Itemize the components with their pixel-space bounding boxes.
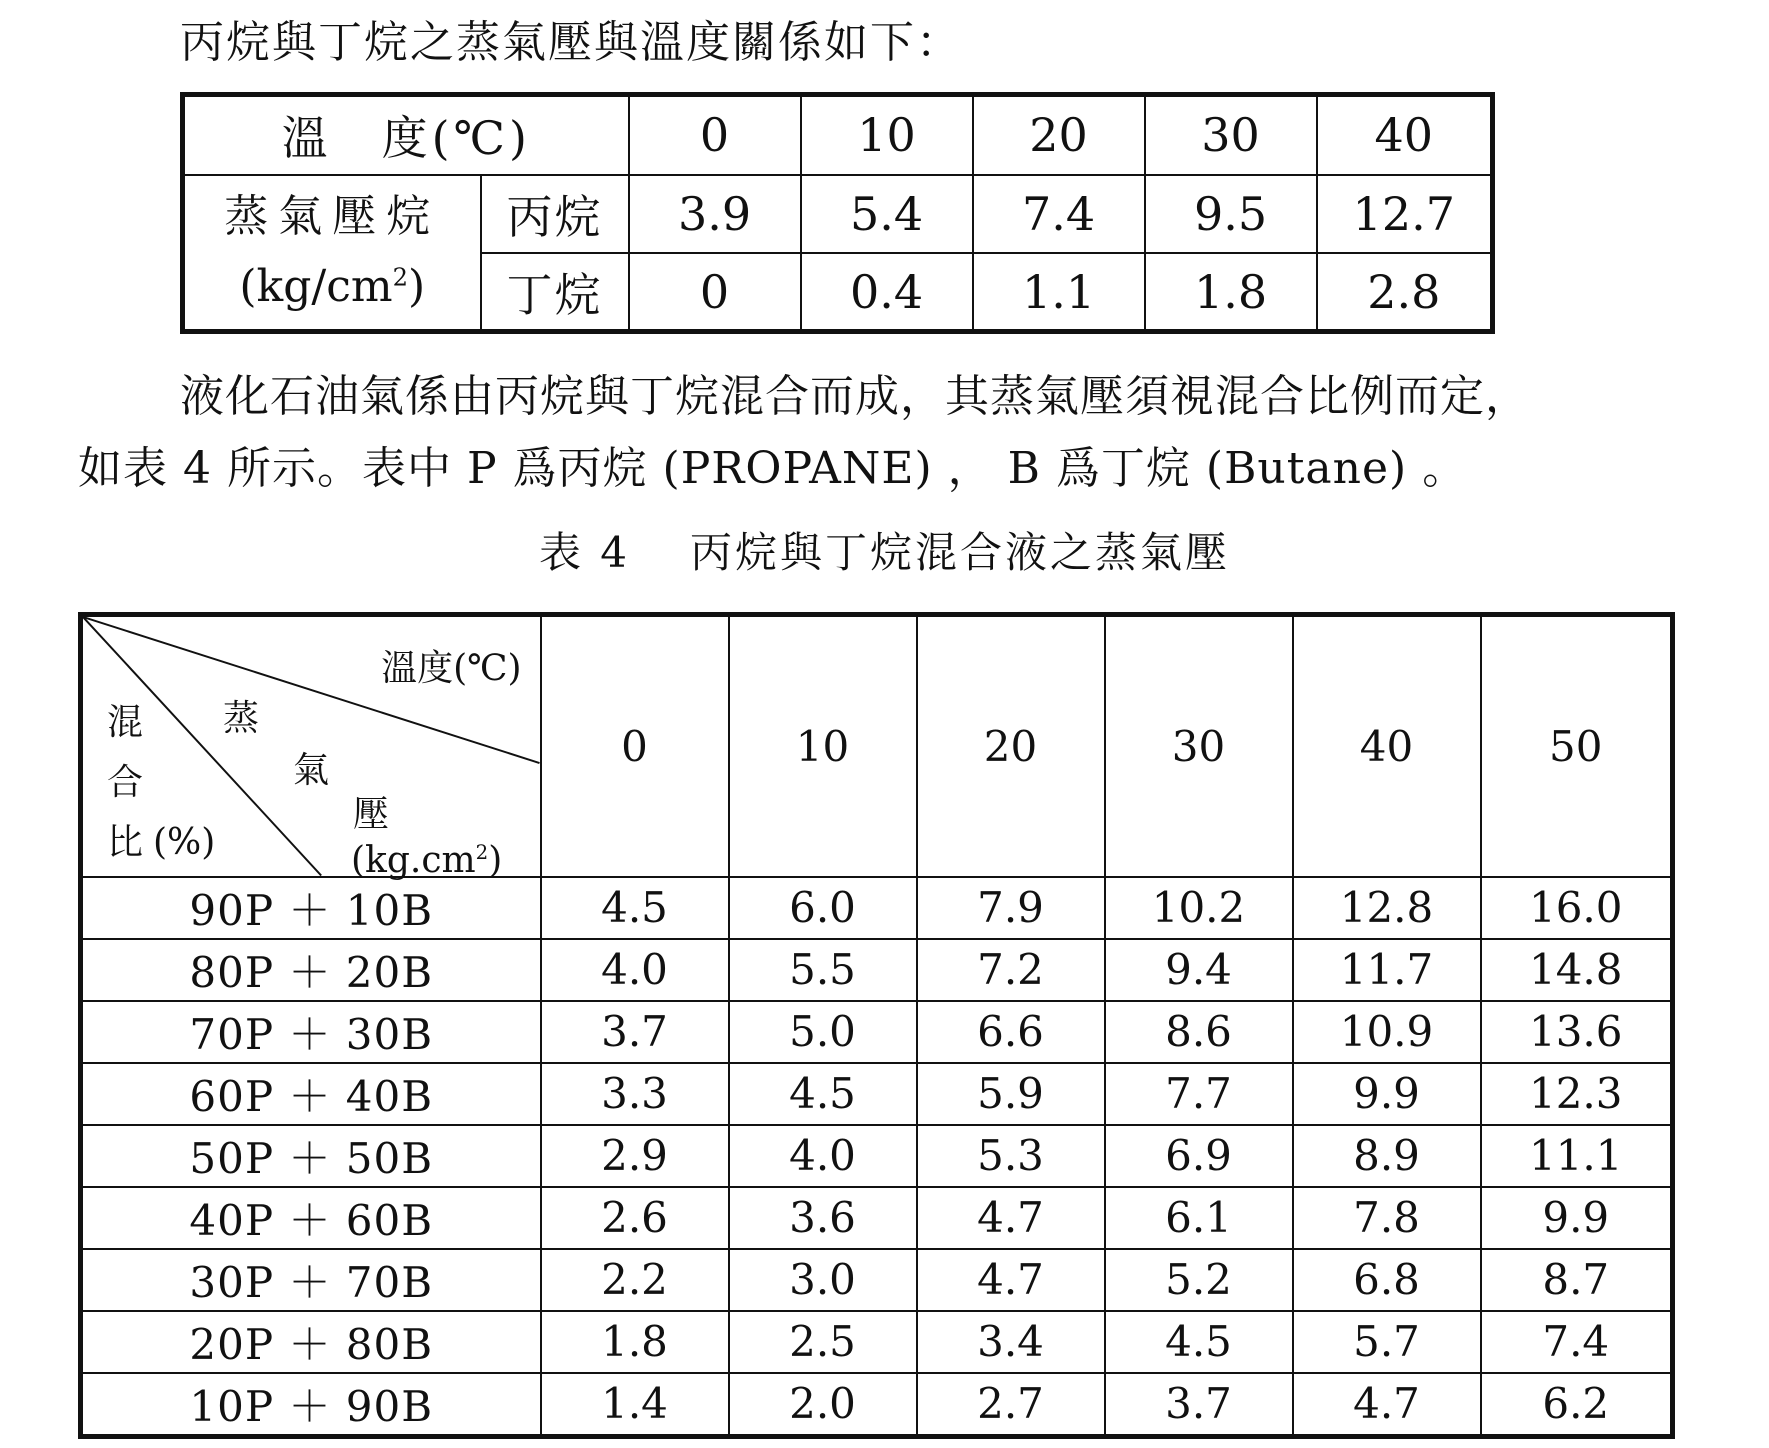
table-cell: 2.6	[541, 1187, 729, 1249]
mix-ratio-label: 30P ＋ 70B	[81, 1249, 541, 1311]
table-cell: 9.4	[1105, 939, 1293, 1001]
table-cell: 8.7	[1481, 1249, 1673, 1311]
table-cell: 6.8	[1293, 1249, 1481, 1311]
table-cell: 0.4	[801, 253, 973, 331]
table-cell: 1.1	[973, 253, 1145, 331]
temp-col: 40	[1293, 615, 1481, 877]
temp-col: 40	[1317, 95, 1493, 175]
table-cell: 1.8	[541, 1311, 729, 1373]
table-cell: 2.9	[541, 1125, 729, 1187]
table-cell: 7.7	[1105, 1063, 1293, 1125]
table-cell: 12.3	[1481, 1063, 1673, 1125]
table-cell: 5.3	[917, 1125, 1105, 1187]
table-cell: 2.7	[917, 1373, 1105, 1437]
table-row	[81, 1063, 1673, 1125]
mixture-rows	[81, 877, 1673, 1437]
unit-suffix: )	[407, 261, 426, 313]
paragraph-line-2: 如表 4 所示。表中 P 爲丙烷 (PROPANE) ， B 爲丁烷 (Butane) 。	[78, 443, 1468, 494]
table-cell: 2.5	[729, 1311, 917, 1373]
corner-mix-char-1: 混	[107, 702, 144, 743]
table-cell: 9.9	[1293, 1063, 1481, 1125]
table-cell: 3.0	[729, 1249, 917, 1311]
corner-vp-char-1: 蒸	[223, 698, 260, 739]
vapor-pressure-label	[183, 175, 481, 332]
corner-temperature-label: 溫度(℃)	[381, 648, 522, 689]
table-cell: 4.7	[917, 1249, 1105, 1311]
temp-col: 50	[1481, 615, 1673, 877]
table-cell: 3.3	[541, 1063, 729, 1125]
unit-suffix: )	[488, 840, 503, 881]
table-cell: 6.2	[1481, 1373, 1673, 1437]
table-cell: 12.8	[1293, 877, 1481, 939]
table-cell: 7.4	[973, 175, 1145, 253]
intro-text: 丙烷與丁烷之蒸氣壓與溫度關係如下：	[180, 17, 962, 68]
table-cell: 12.7	[1317, 175, 1493, 253]
table-cell: 4.0	[729, 1125, 917, 1187]
table-cell: 9.9	[1481, 1187, 1673, 1249]
vapor-pressure-unit	[185, 252, 480, 322]
temp-col: 30	[1145, 95, 1317, 175]
table-cell: 7.8	[1293, 1187, 1481, 1249]
table-cell: 3.6	[729, 1187, 917, 1249]
mix-ratio-label: 50P ＋ 50B	[81, 1125, 541, 1187]
mix-ratio-label: 20P ＋ 80B	[81, 1311, 541, 1373]
table-row	[81, 1187, 1673, 1249]
mix-ratio-label: 80P ＋ 20B	[81, 939, 541, 1001]
table-row	[81, 1373, 1673, 1437]
table-row	[81, 1311, 1673, 1373]
table-cell: 2.8	[1317, 253, 1493, 331]
corner-mix-char-3: 比	[107, 822, 144, 863]
unit-sup: 2	[475, 841, 489, 864]
mix-ratio-label: 10P ＋ 90B	[81, 1373, 541, 1437]
unit-prefix: (kg.cm	[351, 840, 476, 881]
caption-number: 表 4	[538, 528, 631, 577]
table-cell: 10.9	[1293, 1001, 1481, 1063]
gas-name-propane: 丙烷	[481, 175, 629, 253]
table-cell: 5.9	[917, 1063, 1105, 1125]
table-cell: 4.5	[541, 877, 729, 939]
unit-prefix: (kg/cm	[239, 261, 393, 313]
table-cell: 14.8	[1481, 939, 1673, 1001]
temp-col: 0	[541, 615, 729, 877]
table-row	[81, 1001, 1673, 1063]
table-row	[81, 1125, 1673, 1187]
table-cell: 6.0	[729, 877, 917, 939]
table-cell: 4.7	[1293, 1373, 1481, 1437]
table-row	[81, 1249, 1673, 1311]
corner-unit-label	[351, 840, 503, 881]
mix-ratio-label: 70P ＋ 30B	[81, 1001, 541, 1063]
table-caption	[0, 520, 1769, 580]
temp-col: 20	[973, 95, 1145, 175]
table-cell: 5.7	[1293, 1311, 1481, 1373]
table-cell: 10.2	[1105, 877, 1293, 939]
table-cell: 4.7	[917, 1187, 1105, 1249]
table-row	[81, 939, 1673, 1001]
table-cell: 5.5	[729, 939, 917, 1001]
vapor-pressure-table	[180, 92, 1495, 334]
temp-col: 10	[729, 615, 917, 877]
table-cell: 4.5	[1105, 1311, 1293, 1373]
table-cell: 7.4	[1481, 1311, 1673, 1373]
table-cell: 2.2	[541, 1249, 729, 1311]
table-cell: 8.6	[1105, 1001, 1293, 1063]
unit-sup: 2	[392, 263, 408, 292]
table-cell: 5.0	[729, 1001, 917, 1063]
table-cell: 5.4	[801, 175, 973, 253]
table-cell: 7.9	[917, 877, 1105, 939]
table-cell: 3.7	[1105, 1373, 1293, 1437]
mix-ratio-label: 40P ＋ 60B	[81, 1187, 541, 1249]
table-cell: 3.4	[917, 1311, 1105, 1373]
table-cell: 7.2	[917, 939, 1105, 1001]
table-cell: 3.9	[629, 175, 801, 253]
temp-col: 10	[801, 95, 973, 175]
table-cell: 0	[629, 253, 801, 331]
table-cell: 1.8	[1145, 253, 1317, 331]
table-cell: 2.0	[729, 1373, 917, 1437]
table-cell: 9.5	[1145, 175, 1317, 253]
caption-title: 丙烷與丁烷混合液之蒸氣壓	[690, 528, 1231, 577]
table-cell: 13.6	[1481, 1001, 1673, 1063]
table-cell: 5.2	[1105, 1249, 1293, 1311]
temp-col: 0	[629, 95, 801, 175]
gas-name-butane: 丁烷	[481, 253, 629, 331]
corner-percent-label: (%)	[153, 822, 216, 863]
paragraph-line-1: 液化石油氣係由丙烷與丁烷混合而成，其蒸氣壓須視混合比例而定，	[180, 371, 1530, 422]
temp-col: 20	[917, 615, 1105, 877]
table-cell: 16.0	[1481, 877, 1673, 939]
table-cell: 6.9	[1105, 1125, 1293, 1187]
corner-mix-char-2: 合	[107, 762, 144, 803]
mixture-vapor-pressure-table	[78, 612, 1675, 1439]
mix-ratio-label: 60P ＋ 40B	[81, 1063, 541, 1125]
table-cell: 1.4	[541, 1373, 729, 1437]
table-row	[81, 877, 1673, 939]
corner-header-cell	[81, 615, 541, 881]
corner-vp-char-3: 壓	[353, 794, 390, 835]
corner-vp-char-2: 氣	[293, 750, 330, 791]
temperature-header: 溫 度(℃)	[183, 95, 629, 175]
mix-ratio-label: 90P ＋ 10B	[81, 877, 541, 939]
table-cell: 4.0	[541, 939, 729, 1001]
table-cell: 11.7	[1293, 939, 1481, 1001]
temp-col: 30	[1105, 615, 1293, 877]
table-cell: 6.6	[917, 1001, 1105, 1063]
table-cell: 6.1	[1105, 1187, 1293, 1249]
table-cell: 8.9	[1293, 1125, 1481, 1187]
table-cell: 4.5	[729, 1063, 917, 1125]
table-cell: 11.1	[1481, 1125, 1673, 1187]
vapor-pressure-label-line1: 蒸氣壓烷	[224, 191, 441, 243]
table-cell: 3.7	[541, 1001, 729, 1063]
